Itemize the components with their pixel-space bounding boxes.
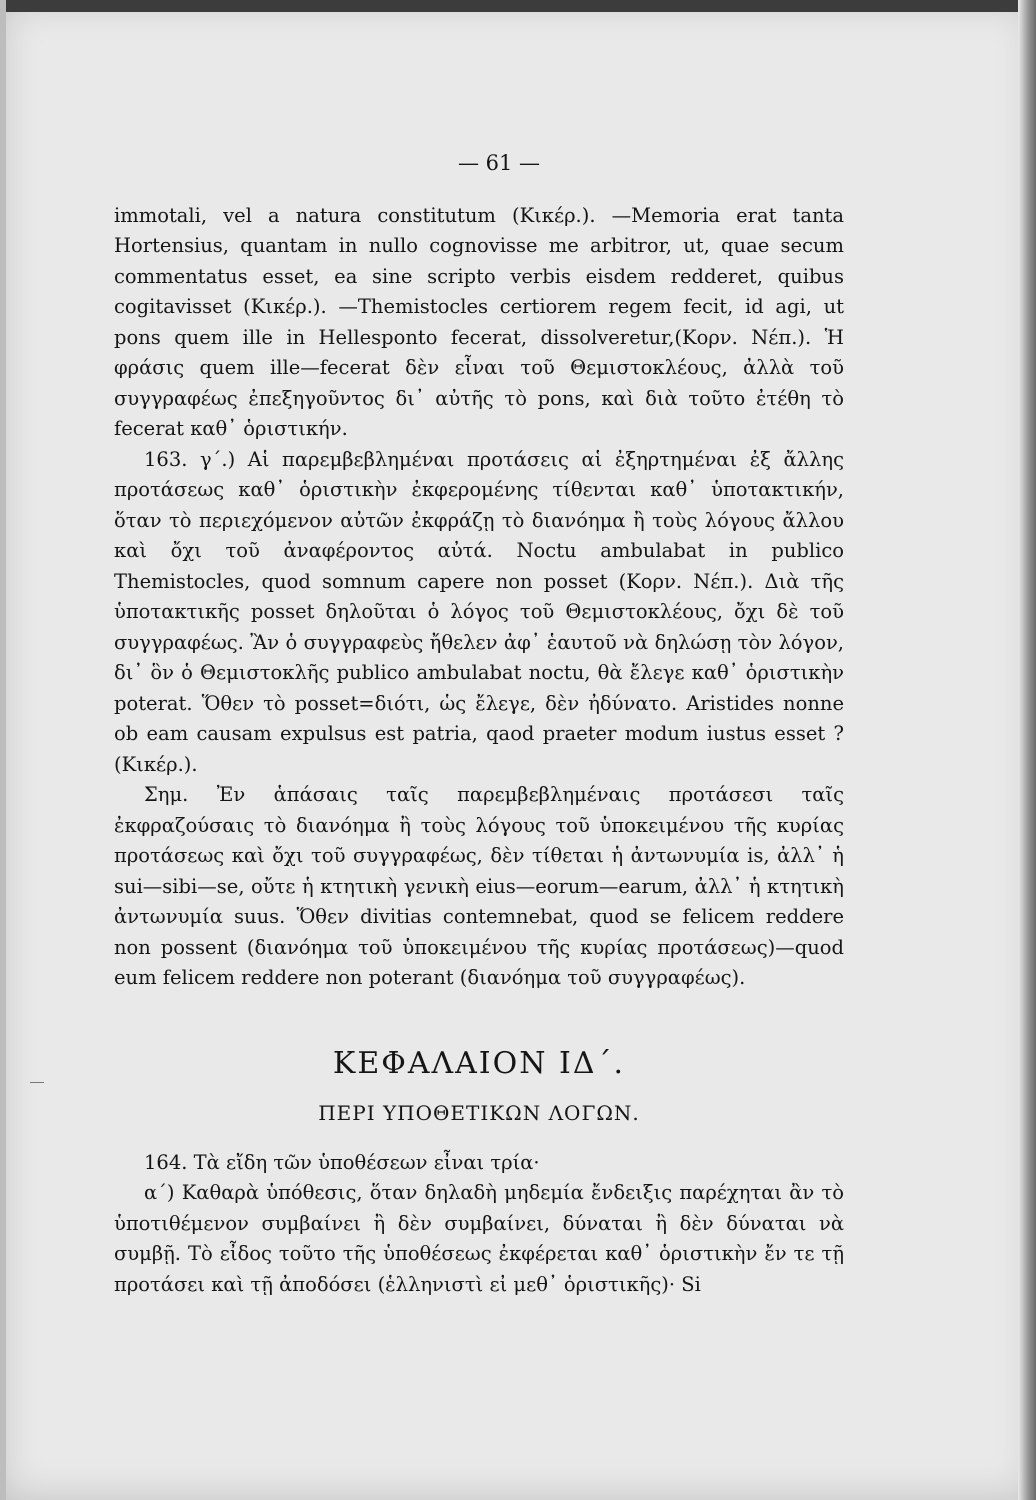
page-gutter-shadow [1018,0,1036,1500]
page-number: — 61 — [457,151,541,175]
paragraph-163: 163. γ΄.) Αἱ παρεμβεβλημέναι προτάσεις αἱ ἐξηρτημέναι ἐξ ἄλλης προτάσεως καθ᾽ ὁριστικὴν ἐκφερομένης τίθενται καθ᾽ ὑποτακτικήν, ὅταν τὸ περιεχόμενον αὐτῶν ἐκφράζῃ τὸ διανόημα ἢ τοὺς λόγους ἄλλου καὶ ὄχι τοῦ ἀναφέροντος αὐτά. Noctu ambulabat in publico Themistocles, quod somnum capere non posset (Κορν. Νέπ.). Διὰ τῆς ὑποτακτικῆς posset δηλοῦται ὁ λόγος τοῦ Θεμιστοκλέους, ὄχι δὲ τοῦ συγγραφέως. Ἂν ὁ συγγραφεὺς ἤθελεν ἀφ᾽ ἑαυτοῦ νὰ δηλώσῃ τὸν λόγον, δι᾽ ὃν ὁ Θεμιστοκλῆς publico ambulabat noctu, θὰ ἔλεγε καθ᾽ ὁριστικὴν poterat. Ὅθεν τὸ posset=διότι, ὡς ἔλεγε, δὲν ἠδύνατο. Aristides nonne ob eam causam expulsus est patria, qaod praeter modum iustus esset ? (Κικέρ.). [114,447,844,776]
page-content [114,148,844,1300]
margin-mark [30,1082,44,1083]
paragraph-examples: immotali, vel a natura constitutum (Κικέρ.). —Memoria erat tanta Hortensius, quantam in nullo cognovisse me arbitror, ut, quae secum commentatus esset, ea sine scripto verbis eisdem redderet, quibus cogitavisset (Κικέρ.). —Themistocles certiorem regem fecit, id agi, ut pons quem ille in Hellesponto fecerat, dissolveretur,(Κορν. Νέπ.). Ἡ φράσις quem ille—fecerat δὲν εἶναι τοῦ Θεμιστοκλέους, ἀλλὰ τοῦ συγγραφέως ἐπεξηγοῦντος δι᾽ αὐτῆς τὸ pons, καὶ διὰ τοῦτο ἐτέθη τὸ fecerat καθ᾽ ὁριστικήν. [114,203,844,440]
scan-border-left [0,0,6,1500]
chapter-subtitle: ΠΕΡΙ ΥΠΟΘΕΤΙΚΩΝ ΛΟΓΩΝ. [318,1100,640,1125]
paragraph-164-intro: 164. Τὰ εἴδη τῶν ὑποθέσεων εἶναι τρία· [144,1150,540,1174]
chapter-title: ΚΕΦΑΛΑΙΟΝ ΙΔ΄. [332,1045,626,1081]
scan-border-top [0,0,1036,12]
paragraph-164-body: α΄) Καθαρὰ ὑπόθεσις, ὅταν δηλαδὴ μηδεμία ἔνδειξις παρέχηται ἂν τὸ ὑποτιθέμενον συμβαίνει ἢ δὲν συμβαίνει, δύναται ἢ δὲν δύναται νὰ συμβῇ. Τὸ εἶδος τοῦτο τῆς ὑποθέσεως ἐκφέρεται καθ᾽ ὁριστικὴν ἔν τε τῇ προτάσει καὶ τῇ ἀποδόσει (ἑλληνιστὶ εἰ μεθ᾽ ὁριστικῆς)· Si [114,1181,844,1296]
paragraph-note: Σημ. Ἐν ἁπάσαις ταῖς παρεμβεβλημέναις προτάσεσι ταῖς ἐκφραζούσαις τὸ διανόημα ἢ τοὺς λόγους τοῦ ὑποκειμένου τῆς κυρίας προτάσεως καὶ ὄχι τοῦ συγγραφέως, δὲν τίθεται ἡ ἀντωνυμία is, ἀλλ᾽ ἡ sui—sibi—se, οὔτε ἡ κτητικὴ γενικὴ eius—eorum—earum, ἀλλ᾽ ἡ κτητικὴ ἀντωνυμία suus. Ὅθεν divitias contemnebat, quod se felicem reddere non possent (διανόημα τοῦ ὑποκειμένου τῆς κυρίας προτάσεως)—quod eum felicem reddere non poterant (διανόημα τοῦ συγγραφέως). [114,783,844,989]
